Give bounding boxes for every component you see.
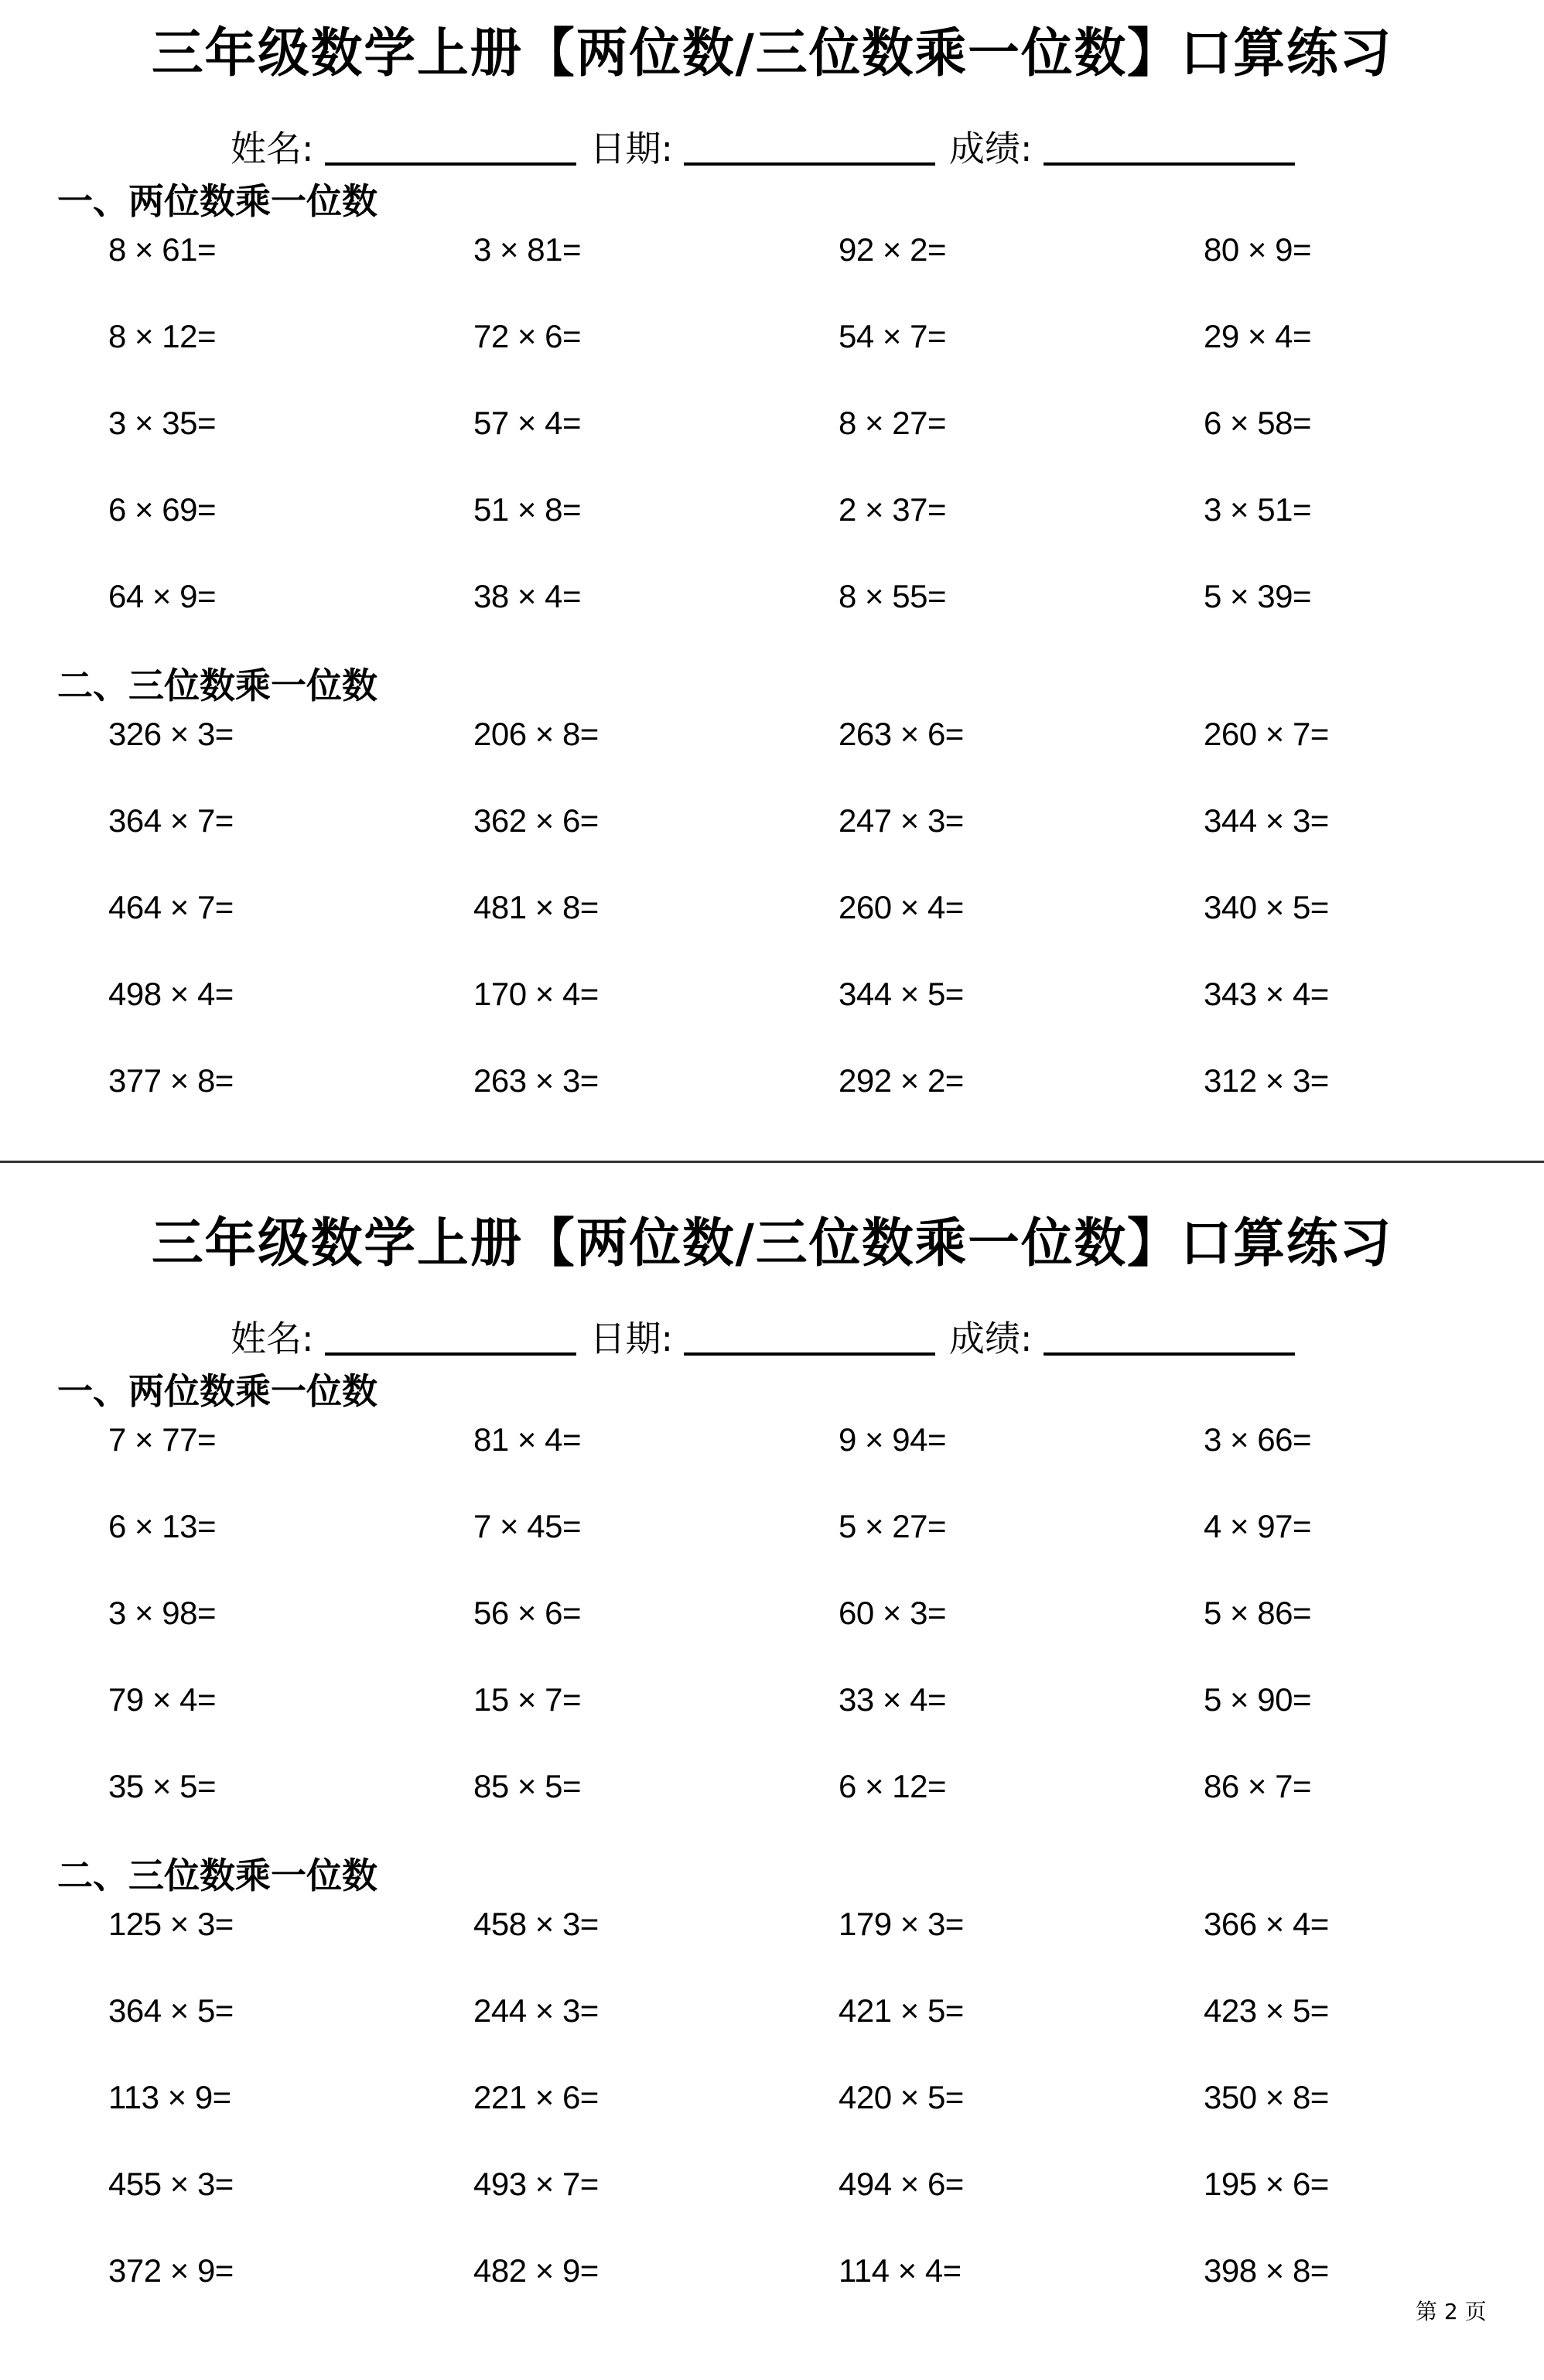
date-blank-line[interactable] (684, 1352, 935, 1356)
problem-item: 8 × 12= (108, 318, 216, 354)
problem-item: 344 × 5= (839, 976, 964, 1012)
problem-item: 7 × 77= (108, 1421, 216, 1458)
page-number: 第 2 页 (1416, 2299, 1487, 2324)
problem-item: 498 × 4= (108, 976, 234, 1012)
score-label: 成绩: (949, 128, 1033, 169)
name-label: 姓名: (231, 128, 314, 169)
score-blank-line[interactable] (1044, 1352, 1295, 1356)
name-label: 姓名: (231, 1318, 314, 1359)
student-info-row (231, 116, 1309, 170)
problem-item: 85 × 5= (473, 1768, 581, 1804)
problem-item: 398 × 8= (1204, 2252, 1329, 2289)
problem-item: 5 × 39= (1204, 578, 1311, 614)
problem-item: 364 × 5= (108, 1992, 234, 2029)
problem-item: 125 × 3= (108, 1906, 234, 1942)
problem-item: 38 × 4= (473, 578, 581, 614)
problem-item: 8 × 55= (839, 578, 946, 614)
problem-item: 179 × 3= (839, 1906, 964, 1942)
problem-item: 57 × 4= (473, 405, 581, 441)
problem-item: 195 × 6= (1204, 2166, 1329, 2202)
worksheet-title: 三年级数学上册【两位数/三位数乘一位数】口算练习 (151, 23, 1393, 84)
score-blank-line[interactable] (1044, 162, 1295, 166)
problem-item: 423 × 5= (1204, 1992, 1329, 2029)
problem-item: 9 × 94= (839, 1421, 946, 1458)
problem-item: 481 × 8= (473, 889, 599, 925)
problem-item: 3 × 51= (1204, 491, 1311, 528)
problem-item: 244 × 3= (473, 1992, 599, 2029)
problem-item: 362 × 6= (473, 802, 599, 839)
problem-item: 35 × 5= (108, 1768, 216, 1804)
date-blank-line[interactable] (684, 162, 935, 166)
problem-item: 15 × 7= (473, 1681, 581, 1718)
problem-item: 8 × 27= (839, 405, 946, 441)
problem-item: 80 × 9= (1204, 231, 1311, 268)
problem-item: 92 × 2= (839, 231, 946, 268)
problem-item: 340 × 5= (1204, 889, 1329, 925)
score-field (949, 127, 1295, 170)
problem-item: 7 × 45= (473, 1508, 581, 1544)
problem-grid-three-digit (108, 715, 1516, 1148)
section-heading-three-digit: 二、三位数乘一位数 (57, 1855, 377, 1896)
problem-item: 364 × 7= (108, 802, 234, 839)
problem-item: 56 × 6= (473, 1595, 581, 1631)
problem-item: 494 × 6= (839, 2166, 964, 2202)
date-label: 日期: (589, 128, 673, 169)
problem-item: 5 × 86= (1204, 1595, 1311, 1631)
section-heading-two-digit: 一、两位数乘一位数 (57, 1370, 377, 1412)
section-heading-two-digit: 一、两位数乘一位数 (57, 180, 377, 222)
problem-item: 51 × 8= (473, 491, 581, 528)
problem-grid-three-digit (108, 1905, 1516, 2338)
problem-item: 455 × 3= (108, 2166, 234, 2202)
problem-item: 72 × 6= (473, 318, 581, 354)
problem-item: 6 × 69= (108, 491, 216, 528)
problem-item: 458 × 3= (473, 1906, 599, 1942)
problem-item: 3 × 66= (1204, 1421, 1311, 1458)
problem-item: 482 × 9= (473, 2252, 599, 2289)
problem-item: 5 × 27= (839, 1508, 946, 1544)
problem-item: 29 × 4= (1204, 318, 1311, 354)
name-blank-line[interactable] (325, 1352, 576, 1356)
problem-item: 464 × 7= (108, 889, 234, 925)
student-info-row (231, 1306, 1309, 1360)
problem-item: 79 × 4= (108, 1681, 216, 1718)
problem-item: 5 × 90= (1204, 1681, 1311, 1718)
name-blank-line[interactable] (325, 162, 576, 166)
problem-item: 372 × 9= (108, 2252, 234, 2289)
problem-item: 3 × 98= (108, 1595, 216, 1631)
problem-item: 260 × 4= (839, 889, 964, 925)
problem-item: 206 × 8= (473, 716, 599, 752)
problem-item: 3 × 35= (108, 405, 216, 441)
worksheet-title: 三年级数学上册【两位数/三位数乘一位数】口算练习 (151, 1213, 1393, 1274)
problem-item: 60 × 3= (839, 1595, 946, 1631)
problem-item: 170 × 4= (473, 976, 599, 1012)
problem-item: 312 × 3= (1204, 1062, 1329, 1099)
problem-item: 263 × 3= (473, 1062, 599, 1099)
problem-item: 260 × 7= (1204, 716, 1329, 752)
problem-item: 350 × 8= (1204, 2079, 1329, 2115)
worksheet-divider (0, 1161, 1544, 1163)
score-field (949, 1317, 1295, 1360)
problem-item: 263 × 6= (839, 716, 964, 752)
problem-grid-two-digit (108, 1421, 1516, 1854)
problem-item: 8 × 61= (108, 231, 216, 268)
problem-item: 343 × 4= (1204, 976, 1329, 1012)
problem-item: 3 × 81= (473, 231, 581, 268)
name-field (231, 127, 576, 170)
problem-item: 421 × 5= (839, 1992, 964, 2029)
problem-item: 86 × 7= (1204, 1768, 1311, 1804)
problem-item: 344 × 3= (1204, 802, 1329, 839)
name-field (231, 1317, 576, 1360)
problem-item: 81 × 4= (473, 1421, 581, 1458)
problem-item: 64 × 9= (108, 578, 216, 614)
problem-item: 292 × 2= (839, 1062, 964, 1099)
problem-item: 247 × 3= (839, 802, 964, 839)
problem-grid-two-digit (108, 231, 1516, 664)
date-field (590, 127, 936, 170)
date-field (590, 1317, 936, 1360)
problem-item: 420 × 5= (839, 2079, 964, 2115)
problem-item: 113 × 9= (108, 2079, 231, 2115)
problem-item: 326 × 3= (108, 716, 234, 752)
problem-item: 114 × 4= (839, 2252, 962, 2289)
problem-item: 33 × 4= (839, 1681, 946, 1718)
score-label: 成绩: (949, 1318, 1033, 1359)
problem-item: 6 × 58= (1204, 405, 1311, 441)
problem-item: 2 × 37= (839, 491, 946, 528)
problem-item: 6 × 13= (108, 1508, 216, 1544)
problem-item: 54 × 7= (839, 318, 946, 354)
date-label: 日期: (589, 1318, 673, 1359)
problem-item: 221 × 6= (473, 2079, 599, 2115)
problem-item: 4 × 97= (1204, 1508, 1311, 1544)
problem-item: 366 × 4= (1204, 1906, 1329, 1942)
section-heading-three-digit: 二、三位数乘一位数 (57, 665, 377, 706)
problem-item: 6 × 12= (839, 1768, 946, 1804)
problem-item: 377 × 8= (108, 1062, 234, 1099)
problem-item: 493 × 7= (473, 2166, 599, 2202)
